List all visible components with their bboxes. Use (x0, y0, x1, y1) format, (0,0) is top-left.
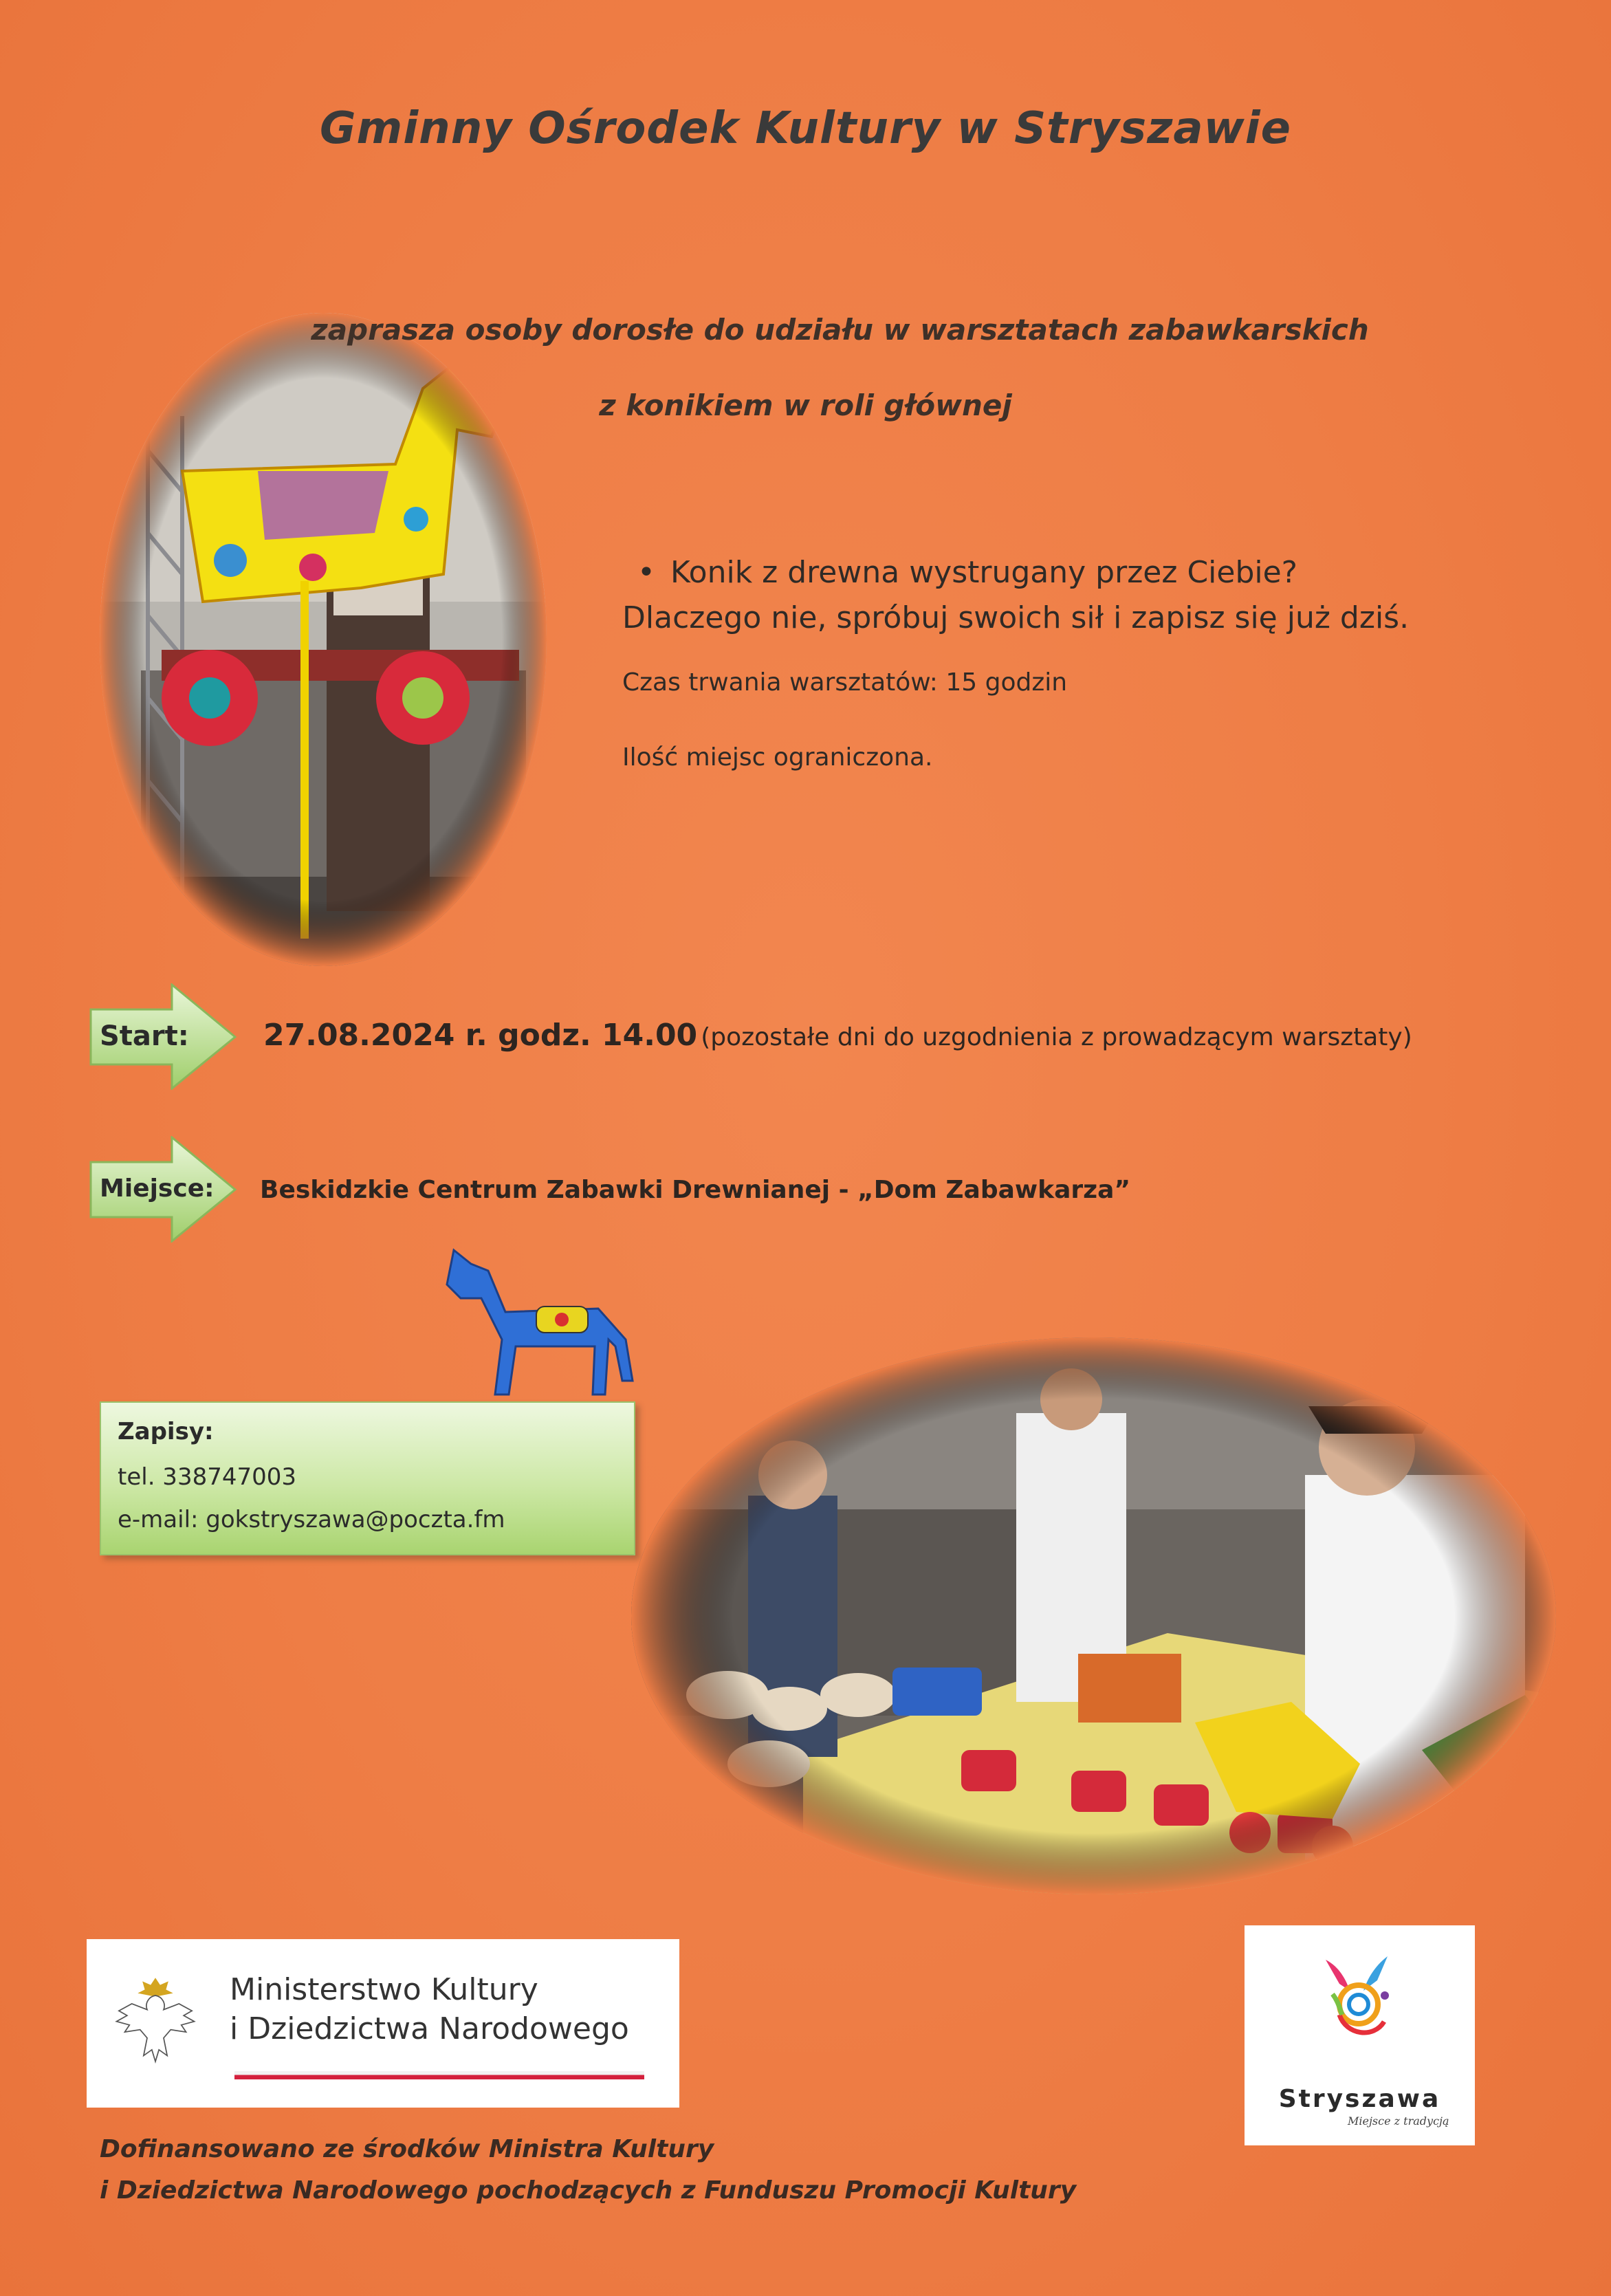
workshop-photo (631, 1337, 1556, 1894)
invite-line-1: zaprasza osoby dorosłe do udziału w warsztatach zabawkarskich (311, 313, 1369, 347)
encourage-text: Dlaczego nie, spróbuj swoich sił i zapisz się już dziś. (622, 600, 1410, 635)
duration-text: Czas trwania warsztatów: 15 godzin (622, 668, 1068, 697)
ministry-line-1: Ministerstwo Kultury (230, 1972, 538, 2007)
page-title: Gminny Ośrodek Kultury w Stryszawie (319, 103, 1292, 154)
place-value: Beskidzkie Centrum Zabawki Drewnianej - „Dom Zabawkarza” (260, 1176, 1131, 1204)
signup-phone[interactable]: tel. 338747003 (118, 1463, 296, 1491)
footer-line-1: Dofinansowano ze środków Ministra Kultury (100, 2135, 714, 2163)
invite-line-2: z konikiem w roli głównej (599, 389, 1012, 422)
town-name: Stryszawa (1278, 2085, 1441, 2113)
polish-eagle-icon (114, 1972, 197, 2068)
start-note: (pozostałe dni do uzgodnienia z prowadzącym warsztaty) (701, 1023, 1412, 1051)
start-label: Start: (100, 1020, 189, 1052)
question-line (622, 550, 1409, 595)
start-datetime: 27.08.2024 r. godz. 14.00 (263, 1018, 698, 1053)
ministry-red-bar (234, 2071, 644, 2079)
stryszawa-logo (1245, 1925, 1475, 2145)
blue-horse-icon (440, 1243, 639, 1401)
bird-logo-icon (1319, 1953, 1401, 2042)
question-text: Konik z drewna wystrugany przez Ciebie? (670, 555, 1298, 590)
signup-box (100, 1401, 635, 1555)
ministry-logo (87, 1939, 679, 2108)
place-label: Miejsce: (100, 1174, 215, 1203)
start-info (263, 1018, 1412, 1053)
ministry-line-2: i Dziedzictwa Narodowego (230, 2011, 629, 2046)
details-block (622, 550, 1409, 772)
bullet-marker: • (637, 555, 655, 590)
footer-line-2: i Dziedzictwa Narodowego pochodzących z Funduszu Promocji Kultury (100, 2176, 1077, 2205)
limited-text: Ilość miejsc ograniczona. (622, 743, 933, 772)
town-tagline: Miejsce z tradycją (1348, 2114, 1449, 2128)
signup-email[interactable]: e-mail: gokstryszawa@poczta.fm (118, 1506, 505, 1533)
signup-label: Zapisy: (118, 1418, 214, 1445)
